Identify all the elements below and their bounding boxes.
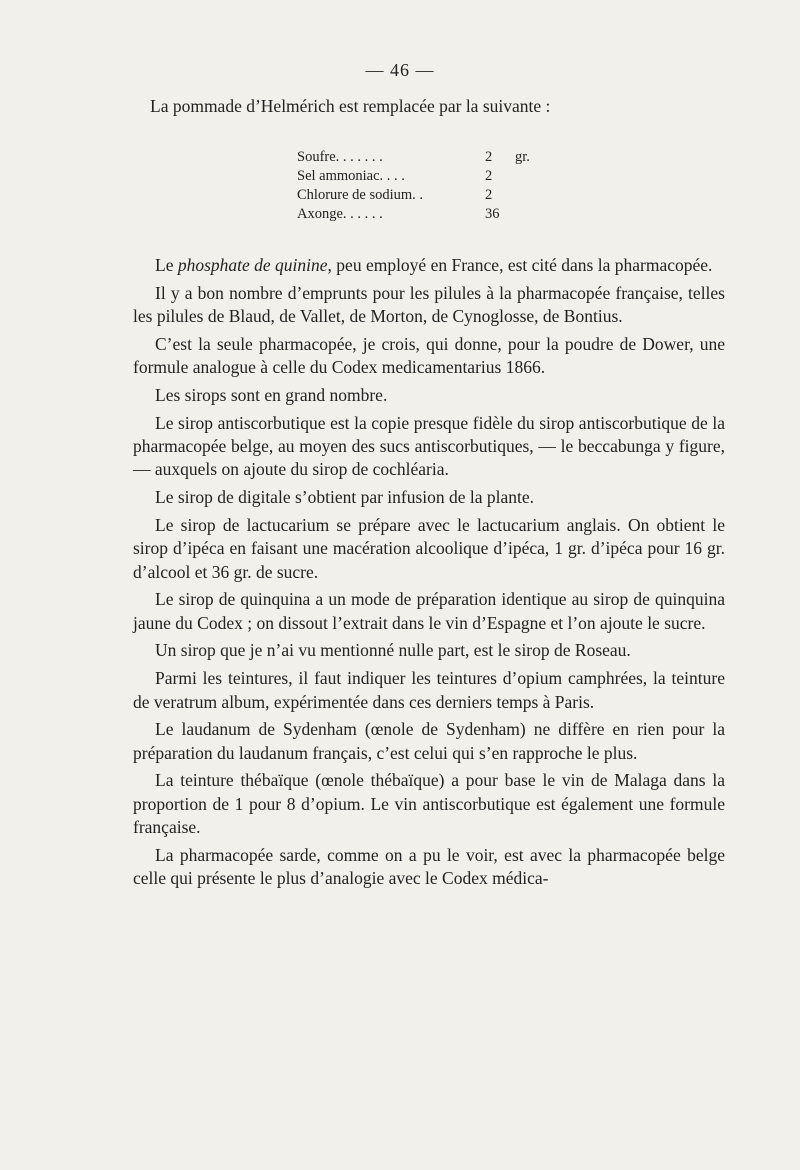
ingredient-name: Soufre. . . . . . . — [297, 149, 383, 165]
page-number: — 46 — — [365, 60, 435, 80]
paragraph: Les sirops sont en grand nombre. — [155, 384, 388, 405]
paragraph: Le laudanum de Sydenham (œnole de Sydenham) ne diffère en rien pour la préparation du laudanum français, c’est celui qui s’en rapproche le plus. — [133, 719, 725, 763]
ingredient-quantity: 36 — [485, 206, 500, 222]
ingredient-unit — [515, 167, 545, 186]
paragraph: C’est la seule pharmacopée, je crois, qui donne, pour la poudre de Dower, une formule analogue à celle du Codex medicamentarius 1866. — [133, 333, 725, 378]
ingredient-quantity: 2 — [485, 168, 493, 184]
paragraph-text: , peu employé en France, est cité dans la pharmacopée. — [327, 255, 713, 275]
ingredient-unit: gr. — [515, 149, 530, 165]
paragraph: Le sirop de digitale s’obtient par infusion de la plante. — [155, 487, 535, 508]
paragraph: Le sirop de quinquina a un mode de préparation identique au sirop de quinquina jaune du Codex ; on dissout l’extrait dans le vin d’Espagne et l’on ajoute le sucre. — [133, 589, 725, 633]
paragraph: Un sirop que je n’ai vu mentionné nulle part, est le sirop de Roseau. — [155, 640, 631, 661]
paragraph: Le sirop antiscorbutique est la copie presque fidèle du sirop antiscorbutique de la pharmacopée belge, au moyen des sucs antiscorbutiques, — le beccabunga y figure, — auxquels on ajoute du sirop de cochléaria. — [133, 412, 725, 480]
ingredient-quantity: 2 — [485, 187, 493, 203]
recipe-table — [297, 148, 545, 224]
paragraph: Le sirop de lactucarium se prépare avec le lactucarium anglais. On obtient le sirop d’ipéca en faisant une macération alcoolique d’ipéca, 1 gr. d’ipéca pour 16 gr. d’alcool et 36 gr. de sucre. — [133, 514, 725, 582]
body-text — [133, 254, 725, 890]
paragraph — [133, 254, 725, 277]
paragraph: La teinture thébaïque (œnole thébaïque) a pour base le vin de Malaga dans la proportion de 1 pour 8 d’opium. Le vin antiscorbutique est également une formule française. — [133, 770, 725, 838]
ingredient-name: Chlorure de sodium. . — [297, 187, 424, 203]
recipe-row — [297, 186, 545, 205]
ingredient-unit — [515, 186, 545, 205]
italic-term: phosphate de quinine — [177, 255, 328, 275]
paragraph-text: Le — [155, 255, 178, 275]
ingredient-unit — [515, 205, 545, 224]
paragraph: La pharmacopée sarde, comme on a pu le voir, est avec la pharmacopée belge celle qui présente le plus d’analogie avec le Codex médica- — [133, 844, 725, 889]
ingredient-quantity: 2 — [485, 149, 493, 165]
intro-line: La pommade d’Helmérich est remplacée par la suivante : — [150, 96, 551, 116]
paragraph: Il y a bon nombre d’emprunts pour les pilules à la pharmacopée française, telles les pilules de Blaud, de Vallet, de Morton, de Cynoglosse, de Bontius. — [133, 282, 725, 327]
recipe-row — [297, 205, 545, 224]
recipe-row — [297, 148, 545, 167]
paragraph: Parmi les teintures, il faut indiquer les teintures d’opium camphrées, la teinture de veratrum album, expérimentée dans ces derniers temps à Paris. — [133, 668, 725, 712]
ingredient-name: Sel ammoniac. . . . — [297, 168, 405, 184]
recipe-row — [297, 167, 545, 186]
ingredient-name: Axonge. . . . . . — [297, 206, 383, 222]
